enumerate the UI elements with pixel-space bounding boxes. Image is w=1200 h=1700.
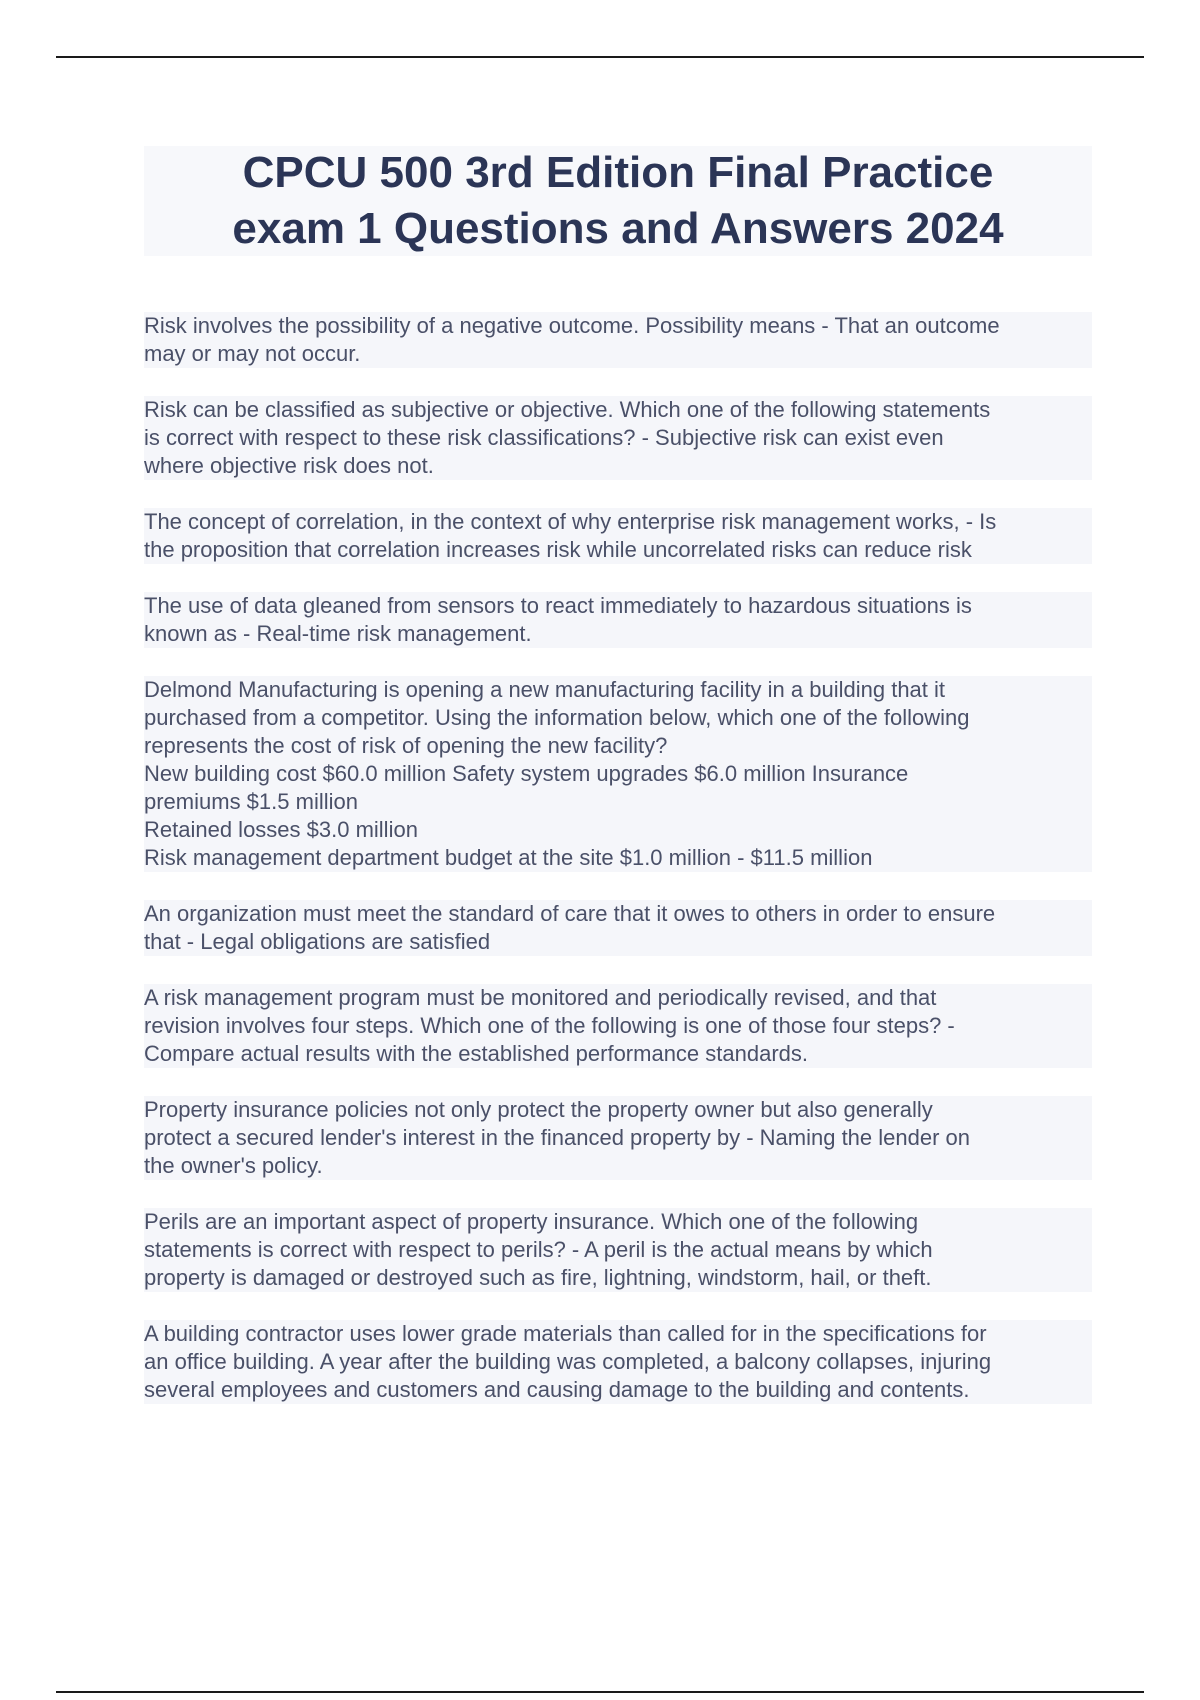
qa-text-line: where objective risk does not. (144, 452, 1092, 480)
qa-text-line: The use of data gleaned from sensors to react immediately to hazardous situations is (144, 592, 1092, 620)
qa-text-line: Delmond Manufacturing is opening a new manufacturing facility in a building that it (144, 676, 1092, 704)
qa-text-line: represents the cost of risk of opening the new facility? (144, 732, 1092, 760)
qa-text-line: Compare actual results with the established performance standards. (144, 1040, 1092, 1068)
qa-text-line: the owner's policy. (144, 1152, 1092, 1180)
qa-text-line: an office building. A year after the building was completed, a balcony collapses, injuring (144, 1348, 1092, 1376)
qa-text-line: Retained losses $3.0 million (144, 816, 1092, 844)
qa-item (144, 676, 1092, 872)
document-title (144, 146, 1092, 256)
qa-text-line: that - Legal obligations are satisfied (144, 928, 1092, 956)
qa-text-line: the proposition that correlation increases risk while uncorrelated risks can reduce risk (144, 536, 1092, 564)
title-line: CPCU 500 3rd Edition Final Practice (242, 148, 994, 197)
qa-text-line: may or may not occur. (144, 340, 1092, 368)
qa-text-line: Property insurance policies not only protect the property owner but also generally (144, 1096, 1092, 1124)
top-divider (56, 56, 1144, 58)
qa-text-line: Risk management department budget at the site $1.0 million - $11.5 million (144, 844, 1092, 872)
title-line: exam 1 Questions and Answers 2024 (232, 204, 1004, 253)
qa-text-line: purchased from a competitor. Using the information below, which one of the following (144, 704, 1092, 732)
qa-text-line: A risk management program must be monitored and periodically revised, and that (144, 984, 1092, 1012)
qa-text-line: several employees and customers and causing damage to the building and contents. (144, 1376, 1092, 1404)
qa-item (144, 1208, 1092, 1292)
qa-text-line: Risk can be classified as subjective or objective. Which one of the following statements (144, 396, 1092, 424)
qa-text-line: An organization must meet the standard of care that it owes to others in order to ensure (144, 900, 1092, 928)
qa-item (144, 984, 1092, 1068)
qa-text-line: New building cost $60.0 million Safety system upgrades $6.0 million Insurance (144, 760, 1092, 788)
qa-text-line: revision involves four steps. Which one of the following is one of those four steps? - (144, 1012, 1092, 1040)
qa-item (144, 1320, 1092, 1404)
qa-text-line: Risk involves the possibility of a negative outcome. Possibility means - That an outcome (144, 312, 1092, 340)
qa-text-line: known as - Real-time risk management. (144, 620, 1092, 648)
qa-text-line: The concept of correlation, in the context of why enterprise risk management works, - Is (144, 508, 1092, 536)
qa-text-line: Perils are an important aspect of property insurance. Which one of the following (144, 1208, 1092, 1236)
qa-list (144, 312, 1092, 1432)
qa-item (144, 396, 1092, 480)
qa-text-line: A building contractor uses lower grade materials than called for in the specifications for (144, 1320, 1092, 1348)
qa-text-line: is correct with respect to these risk classifications? - Subjective risk can exist even (144, 424, 1092, 452)
qa-item (144, 508, 1092, 564)
qa-item (144, 312, 1092, 368)
qa-text-line: protect a secured lender's interest in the financed property by - Naming the lender on (144, 1124, 1092, 1152)
qa-text-line: premiums $1.5 million (144, 788, 1092, 816)
qa-item (144, 1096, 1092, 1180)
qa-text-line: statements is correct with respect to perils? - A peril is the actual means by which (144, 1236, 1092, 1264)
bottom-divider (56, 1691, 1144, 1693)
qa-item (144, 900, 1092, 956)
qa-text-line: property is damaged or destroyed such as fire, lightning, windstorm, hail, or theft. (144, 1264, 1092, 1292)
qa-item (144, 592, 1092, 648)
